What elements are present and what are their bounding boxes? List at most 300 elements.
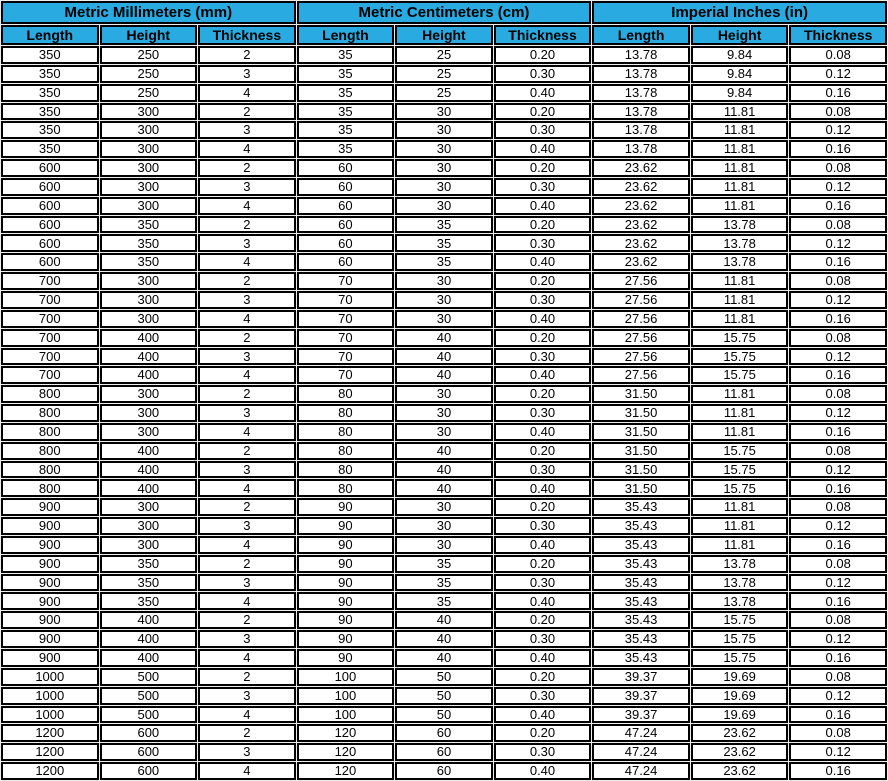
cell-in-length: 31.50: [592, 442, 690, 460]
table-row: [1, 272, 887, 290]
cell-in-thickness: 0.08: [789, 216, 887, 234]
column-header-row: [1, 25, 887, 45]
cell-cm-height: 30: [395, 103, 493, 121]
cell-cm-thickness: 0.30: [494, 178, 592, 196]
cell-cm-length: 35: [297, 103, 395, 121]
cell-in-length: 13.78: [592, 84, 690, 102]
cell-cm-thickness: 0.40: [494, 706, 592, 724]
cell-in-thickness: 0.08: [789, 103, 887, 121]
cell-cm-length: 100: [297, 687, 395, 705]
cell-mm-height: 350: [100, 234, 198, 252]
cell-cm-length: 80: [297, 442, 395, 460]
cell-in-thickness: 0.12: [789, 574, 887, 592]
cell-mm-thickness: 3: [198, 348, 296, 366]
cell-in-thickness: 0.12: [789, 121, 887, 139]
cell-in-length: 31.50: [592, 385, 690, 403]
cell-mm-thickness: 2: [198, 498, 296, 516]
cell-cm-length: 35: [297, 84, 395, 102]
cell-in-thickness: 0.08: [789, 724, 887, 742]
cell-mm-thickness: 3: [198, 630, 296, 648]
cell-in-thickness: 0.12: [789, 687, 887, 705]
cell-in-length: 31.50: [592, 404, 690, 422]
cell-mm-height: 300: [100, 291, 198, 309]
cell-in-thickness: 0.16: [789, 536, 887, 554]
column-header-mm-height: Height: [100, 25, 198, 45]
cell-in-length: 23.62: [592, 159, 690, 177]
cell-cm-height: 25: [395, 65, 493, 83]
cell-in-height: 11.81: [691, 423, 789, 441]
cell-mm-thickness: 3: [198, 574, 296, 592]
cell-cm-height: 30: [395, 272, 493, 290]
cell-in-length: 47.24: [592, 762, 690, 780]
cell-cm-height: 30: [395, 178, 493, 196]
cell-cm-length: 80: [297, 404, 395, 422]
cell-cm-thickness: 0.40: [494, 84, 592, 102]
cell-in-height: 15.75: [691, 611, 789, 629]
cell-in-height: 11.81: [691, 291, 789, 309]
cell-cm-height: 30: [395, 140, 493, 158]
cell-mm-length: 700: [1, 366, 99, 384]
cell-mm-thickness: 2: [198, 329, 296, 347]
table-row: [1, 178, 887, 196]
cell-in-height: 15.75: [691, 479, 789, 497]
cell-mm-thickness: 3: [198, 178, 296, 196]
cell-in-thickness: 0.12: [789, 348, 887, 366]
cell-mm-height: 300: [100, 140, 198, 158]
table-row: [1, 253, 887, 271]
cell-in-length: 13.78: [592, 65, 690, 83]
cell-cm-thickness: 0.40: [494, 140, 592, 158]
cell-cm-thickness: 0.20: [494, 442, 592, 460]
cell-mm-length: 800: [1, 423, 99, 441]
cell-in-thickness: 0.08: [789, 46, 887, 64]
cell-cm-thickness: 0.20: [494, 329, 592, 347]
cell-cm-length: 60: [297, 216, 395, 234]
cell-cm-height: 50: [395, 687, 493, 705]
cell-mm-thickness: 3: [198, 687, 296, 705]
table-row: [1, 216, 887, 234]
cell-mm-thickness: 4: [198, 197, 296, 215]
cell-in-thickness: 0.16: [789, 649, 887, 667]
table-header: [1, 1, 887, 45]
cell-in-length: 27.56: [592, 310, 690, 328]
cell-in-thickness: 0.08: [789, 329, 887, 347]
cell-in-height: 11.81: [691, 517, 789, 535]
cell-cm-height: 30: [395, 498, 493, 516]
cell-mm-thickness: 2: [198, 272, 296, 290]
cell-cm-height: 25: [395, 46, 493, 64]
cell-mm-length: 600: [1, 178, 99, 196]
cell-cm-length: 60: [297, 159, 395, 177]
cell-in-height: 11.81: [691, 272, 789, 290]
cell-cm-height: 30: [395, 423, 493, 441]
column-header-in-length: Length: [592, 25, 690, 45]
table-row: [1, 103, 887, 121]
cell-mm-length: 600: [1, 216, 99, 234]
cell-in-length: 35.43: [592, 592, 690, 610]
cell-in-height: 11.81: [691, 159, 789, 177]
cell-cm-length: 90: [297, 517, 395, 535]
cell-cm-length: 35: [297, 46, 395, 64]
cell-in-length: 31.50: [592, 461, 690, 479]
cell-cm-thickness: 0.30: [494, 574, 592, 592]
table-row: [1, 234, 887, 252]
cell-in-thickness: 0.12: [789, 461, 887, 479]
cell-in-length: 35.43: [592, 517, 690, 535]
cell-cm-height: 30: [395, 159, 493, 177]
cell-cm-thickness: 0.40: [494, 310, 592, 328]
table-row: [1, 442, 887, 460]
cell-mm-length: 800: [1, 442, 99, 460]
cell-cm-length: 80: [297, 479, 395, 497]
cell-in-height: 13.78: [691, 216, 789, 234]
cell-mm-height: 400: [100, 348, 198, 366]
cell-cm-thickness: 0.20: [494, 611, 592, 629]
cell-in-length: 23.62: [592, 178, 690, 196]
cell-mm-thickness: 4: [198, 649, 296, 667]
table-row: [1, 348, 887, 366]
cell-mm-height: 500: [100, 687, 198, 705]
table-row: [1, 291, 887, 309]
table-row: [1, 479, 887, 497]
cell-mm-length: 900: [1, 611, 99, 629]
cell-cm-length: 35: [297, 121, 395, 139]
table-row: [1, 592, 887, 610]
cell-mm-height: 300: [100, 517, 198, 535]
cell-cm-height: 60: [395, 724, 493, 742]
cell-cm-thickness: 0.40: [494, 366, 592, 384]
cell-cm-length: 35: [297, 65, 395, 83]
cell-mm-height: 600: [100, 724, 198, 742]
cell-mm-height: 300: [100, 536, 198, 554]
cell-mm-height: 300: [100, 121, 198, 139]
table-row: [1, 687, 887, 705]
cell-cm-length: 90: [297, 592, 395, 610]
cell-mm-height: 400: [100, 611, 198, 629]
cell-in-height: 23.62: [691, 743, 789, 761]
cell-cm-length: 80: [297, 385, 395, 403]
cell-in-thickness: 0.16: [789, 592, 887, 610]
table-row: [1, 329, 887, 347]
cell-cm-height: 40: [395, 442, 493, 460]
cell-mm-height: 400: [100, 479, 198, 497]
cell-in-length: 27.56: [592, 348, 690, 366]
cell-in-length: 27.56: [592, 329, 690, 347]
cell-cm-length: 90: [297, 630, 395, 648]
cell-in-thickness: 0.12: [789, 65, 887, 83]
cell-cm-thickness: 0.40: [494, 253, 592, 271]
cell-mm-height: 600: [100, 743, 198, 761]
table-row: [1, 121, 887, 139]
cell-mm-height: 300: [100, 404, 198, 422]
cell-cm-thickness: 0.40: [494, 479, 592, 497]
cell-in-height: 15.75: [691, 461, 789, 479]
cell-in-height: 11.81: [691, 404, 789, 422]
cell-cm-height: 30: [395, 517, 493, 535]
cell-cm-height: 40: [395, 479, 493, 497]
cell-cm-height: 35: [395, 574, 493, 592]
table-row: [1, 762, 887, 780]
cell-mm-length: 1000: [1, 687, 99, 705]
cell-in-height: 13.78: [691, 253, 789, 271]
table-row: [1, 65, 887, 83]
cell-cm-height: 40: [395, 461, 493, 479]
cell-mm-length: 900: [1, 517, 99, 535]
cell-cm-thickness: 0.40: [494, 592, 592, 610]
cell-in-thickness: 0.12: [789, 743, 887, 761]
cell-in-thickness: 0.08: [789, 555, 887, 573]
cell-cm-height: 60: [395, 743, 493, 761]
cell-in-thickness: 0.12: [789, 517, 887, 535]
cell-mm-length: 600: [1, 234, 99, 252]
cell-in-length: 27.56: [592, 291, 690, 309]
cell-cm-height: 30: [395, 385, 493, 403]
cell-mm-height: 400: [100, 630, 198, 648]
cell-mm-length: 700: [1, 272, 99, 290]
cell-cm-length: 120: [297, 762, 395, 780]
cell-in-length: 35.43: [592, 498, 690, 516]
cell-mm-height: 250: [100, 65, 198, 83]
cell-cm-length: 60: [297, 197, 395, 215]
cell-in-thickness: 0.08: [789, 385, 887, 403]
cell-mm-length: 900: [1, 649, 99, 667]
cell-cm-thickness: 0.30: [494, 404, 592, 422]
cell-mm-thickness: 2: [198, 103, 296, 121]
cell-in-height: 11.81: [691, 140, 789, 158]
cell-cm-height: 50: [395, 706, 493, 724]
cell-mm-thickness: 2: [198, 611, 296, 629]
cell-mm-length: 600: [1, 253, 99, 271]
cell-in-thickness: 0.16: [789, 310, 887, 328]
cell-in-thickness: 0.12: [789, 178, 887, 196]
group-header-metric-mm: Metric Millimeters (mm): [1, 1, 296, 24]
cell-mm-thickness: 2: [198, 385, 296, 403]
cell-cm-thickness: 0.20: [494, 385, 592, 403]
cell-in-length: 23.62: [592, 197, 690, 215]
cell-cm-thickness: 0.20: [494, 272, 592, 290]
table-row: [1, 84, 887, 102]
cell-in-height: 9.84: [691, 84, 789, 102]
cell-in-length: 47.24: [592, 724, 690, 742]
cell-mm-thickness: 4: [198, 253, 296, 271]
cell-cm-thickness: 0.40: [494, 423, 592, 441]
cell-in-height: 11.81: [691, 197, 789, 215]
cell-in-height: 13.78: [691, 555, 789, 573]
cell-mm-thickness: 3: [198, 121, 296, 139]
cell-in-length: 31.50: [592, 479, 690, 497]
cell-mm-height: 300: [100, 385, 198, 403]
cell-cm-length: 100: [297, 706, 395, 724]
cell-cm-thickness: 0.20: [494, 724, 592, 742]
cell-in-length: 35.43: [592, 611, 690, 629]
cell-cm-height: 35: [395, 234, 493, 252]
cell-in-length: 13.78: [592, 46, 690, 64]
cell-cm-height: 30: [395, 121, 493, 139]
cell-cm-length: 100: [297, 668, 395, 686]
cell-in-length: 23.62: [592, 234, 690, 252]
cell-cm-length: 80: [297, 423, 395, 441]
cell-cm-height: 40: [395, 348, 493, 366]
table-row: [1, 517, 887, 535]
cell-mm-thickness: 3: [198, 404, 296, 422]
cell-in-height: 15.75: [691, 442, 789, 460]
cell-mm-length: 350: [1, 121, 99, 139]
cell-cm-length: 120: [297, 724, 395, 742]
table-row: [1, 555, 887, 573]
cell-in-height: 15.75: [691, 348, 789, 366]
cell-in-thickness: 0.12: [789, 404, 887, 422]
table-row: [1, 536, 887, 554]
cell-cm-length: 90: [297, 498, 395, 516]
cell-cm-length: 70: [297, 366, 395, 384]
cell-in-height: 13.78: [691, 234, 789, 252]
cell-mm-length: 350: [1, 65, 99, 83]
cell-mm-length: 900: [1, 536, 99, 554]
cell-in-height: 15.75: [691, 630, 789, 648]
cell-in-height: 11.81: [691, 103, 789, 121]
cell-mm-length: 1000: [1, 668, 99, 686]
cell-in-thickness: 0.08: [789, 272, 887, 290]
cell-in-thickness: 0.12: [789, 291, 887, 309]
cell-mm-height: 300: [100, 159, 198, 177]
table-row: [1, 668, 887, 686]
cell-in-length: 13.78: [592, 121, 690, 139]
cell-in-thickness: 0.16: [789, 762, 887, 780]
cell-in-length: 35.43: [592, 536, 690, 554]
cell-cm-thickness: 0.20: [494, 216, 592, 234]
cell-cm-length: 35: [297, 140, 395, 158]
cell-mm-length: 800: [1, 479, 99, 497]
cell-mm-length: 600: [1, 159, 99, 177]
cell-in-length: 39.37: [592, 706, 690, 724]
cell-mm-height: 400: [100, 461, 198, 479]
cell-mm-height: 350: [100, 216, 198, 234]
cell-cm-thickness: 0.30: [494, 121, 592, 139]
cell-mm-thickness: 4: [198, 140, 296, 158]
cell-cm-thickness: 0.30: [494, 291, 592, 309]
cell-mm-thickness: 4: [198, 84, 296, 102]
cell-in-length: 31.50: [592, 423, 690, 441]
cell-in-thickness: 0.16: [789, 479, 887, 497]
cell-mm-length: 800: [1, 385, 99, 403]
cell-cm-height: 30: [395, 310, 493, 328]
cell-mm-length: 700: [1, 291, 99, 309]
cell-cm-length: 60: [297, 253, 395, 271]
cell-cm-thickness: 0.40: [494, 762, 592, 780]
cell-mm-length: 1200: [1, 724, 99, 742]
cell-cm-height: 25: [395, 84, 493, 102]
table-row: [1, 743, 887, 761]
cell-mm-height: 350: [100, 574, 198, 592]
cell-mm-length: 350: [1, 140, 99, 158]
cell-in-thickness: 0.16: [789, 197, 887, 215]
cell-mm-height: 300: [100, 178, 198, 196]
cell-in-height: 9.84: [691, 46, 789, 64]
cell-cm-height: 40: [395, 366, 493, 384]
cell-cm-thickness: 0.20: [494, 46, 592, 64]
cell-mm-height: 500: [100, 706, 198, 724]
cell-in-length: 23.62: [592, 216, 690, 234]
cell-cm-thickness: 0.30: [494, 743, 592, 761]
cell-cm-thickness: 0.20: [494, 103, 592, 121]
cell-in-length: 27.56: [592, 272, 690, 290]
cell-in-height: 11.81: [691, 178, 789, 196]
cell-mm-length: 1200: [1, 762, 99, 780]
cell-mm-height: 350: [100, 555, 198, 573]
table-row: [1, 159, 887, 177]
cell-cm-height: 30: [395, 536, 493, 554]
cell-in-height: 15.75: [691, 366, 789, 384]
cell-mm-thickness: 2: [198, 216, 296, 234]
cell-cm-thickness: 0.30: [494, 630, 592, 648]
cell-mm-length: 350: [1, 103, 99, 121]
cell-cm-height: 40: [395, 630, 493, 648]
cell-mm-height: 400: [100, 649, 198, 667]
column-header-in-thickness: Thickness: [789, 25, 887, 45]
cell-in-height: 13.78: [691, 574, 789, 592]
cell-in-height: 13.78: [691, 592, 789, 610]
cell-cm-thickness: 0.40: [494, 197, 592, 215]
cell-mm-thickness: 2: [198, 46, 296, 64]
cell-mm-height: 600: [100, 762, 198, 780]
cell-cm-length: 90: [297, 649, 395, 667]
cell-mm-length: 800: [1, 461, 99, 479]
table-row: [1, 498, 887, 516]
cell-cm-thickness: 0.30: [494, 348, 592, 366]
cell-cm-thickness: 0.20: [494, 555, 592, 573]
cell-cm-thickness: 0.20: [494, 498, 592, 516]
cell-mm-thickness: 2: [198, 555, 296, 573]
cell-in-height: 11.81: [691, 536, 789, 554]
cell-cm-length: 120: [297, 743, 395, 761]
cell-cm-thickness: 0.40: [494, 536, 592, 554]
cell-in-height: 11.81: [691, 498, 789, 516]
cell-mm-thickness: 2: [198, 724, 296, 742]
cell-mm-thickness: 2: [198, 159, 296, 177]
cell-cm-height: 40: [395, 329, 493, 347]
table-row: [1, 423, 887, 441]
cell-in-height: 19.69: [691, 668, 789, 686]
cell-in-thickness: 0.08: [789, 159, 887, 177]
cell-cm-height: 35: [395, 216, 493, 234]
cell-mm-thickness: 4: [198, 366, 296, 384]
cell-mm-length: 900: [1, 574, 99, 592]
cell-cm-length: 60: [297, 178, 395, 196]
cell-cm-length: 70: [297, 310, 395, 328]
cell-cm-height: 30: [395, 197, 493, 215]
cell-cm-height: 35: [395, 555, 493, 573]
cell-in-length: 35.43: [592, 649, 690, 667]
cell-cm-thickness: 0.30: [494, 234, 592, 252]
cell-mm-height: 400: [100, 442, 198, 460]
cell-cm-length: 70: [297, 348, 395, 366]
cell-cm-length: 90: [297, 611, 395, 629]
cell-cm-height: 40: [395, 649, 493, 667]
cell-mm-length: 700: [1, 329, 99, 347]
cell-mm-length: 900: [1, 630, 99, 648]
column-header-in-height: Height: [691, 25, 789, 45]
cell-cm-length: 70: [297, 272, 395, 290]
cell-cm-thickness: 0.20: [494, 159, 592, 177]
cell-mm-thickness: 4: [198, 762, 296, 780]
cell-in-height: 11.81: [691, 121, 789, 139]
cell-mm-length: 800: [1, 404, 99, 422]
cell-cm-height: 50: [395, 668, 493, 686]
cell-cm-height: 35: [395, 253, 493, 271]
cell-in-thickness: 0.08: [789, 668, 887, 686]
cell-cm-height: 30: [395, 291, 493, 309]
cell-in-length: 39.37: [592, 668, 690, 686]
